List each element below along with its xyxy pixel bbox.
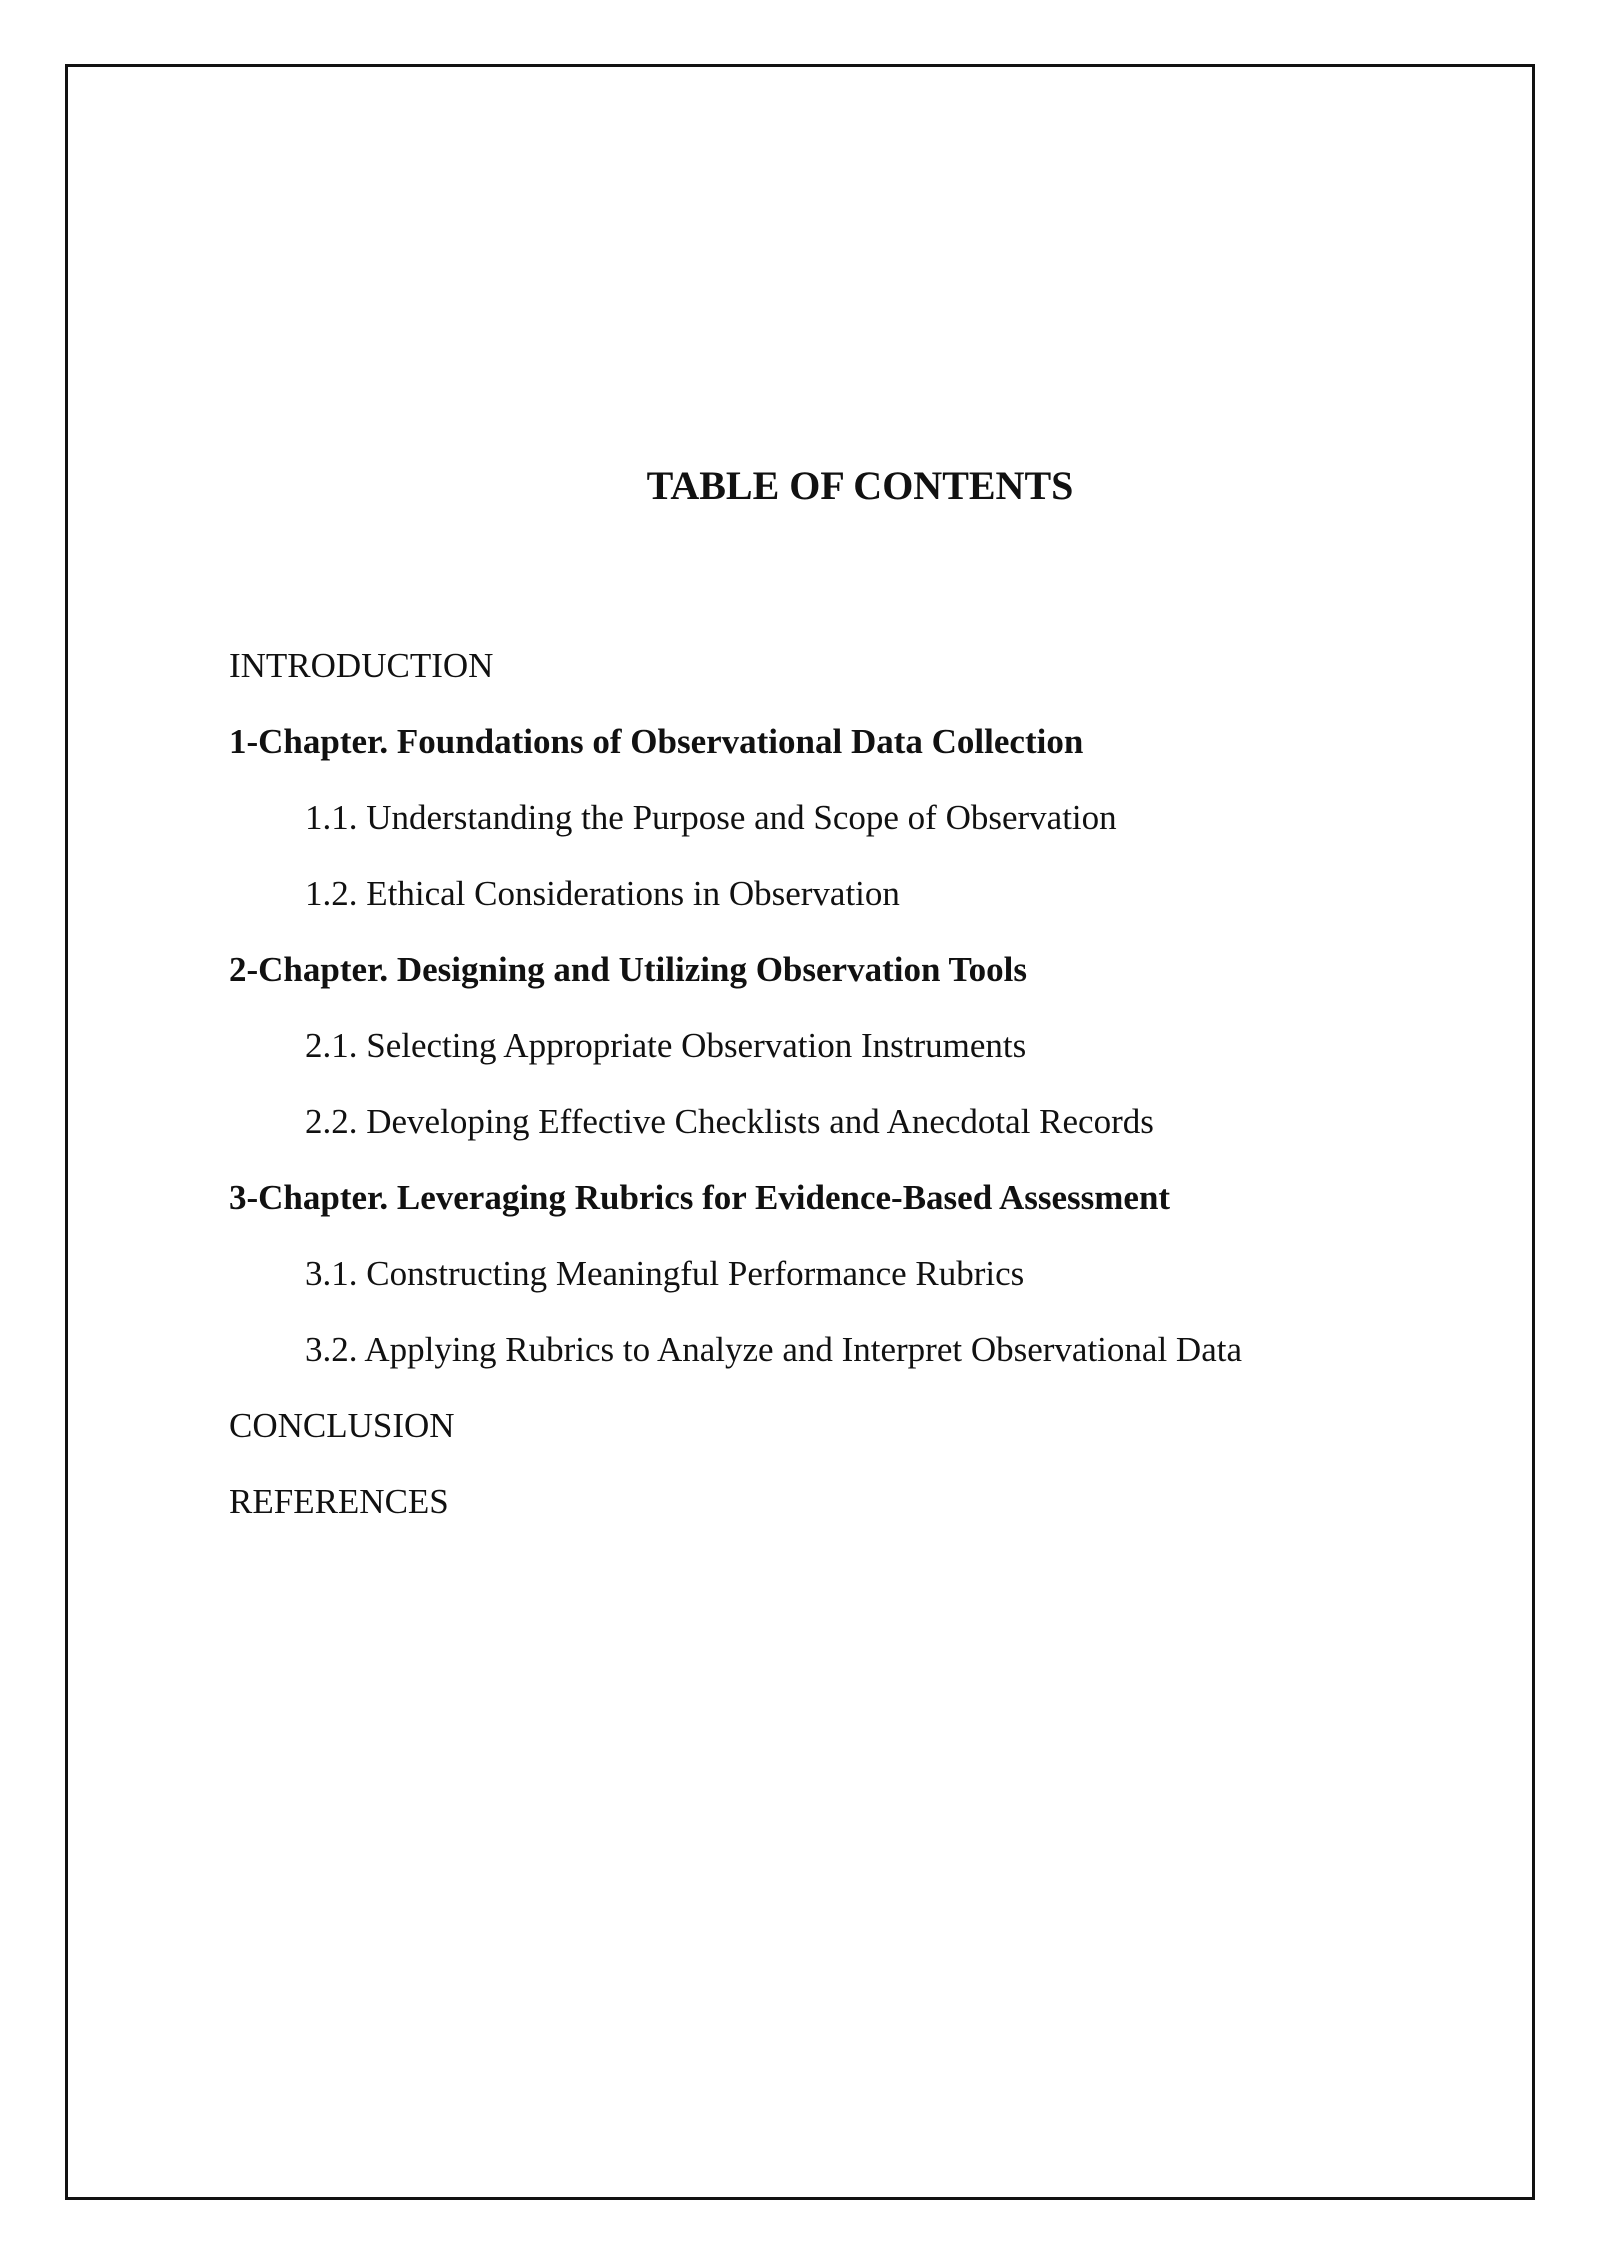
toc-title: TABLE OF CONTENTS <box>646 463 1074 508</box>
toc-entry-chapter-2: 2-Chapter. Designing and Utilizing Observation Tools <box>229 950 1028 989</box>
toc-entry-introduction: INTRODUCTION <box>229 646 494 685</box>
toc-entry-section-2-1: 2.1. Selecting Appropriate Observation Instruments <box>305 1026 1027 1065</box>
toc-entry-section-3-2: 3.2. Applying Rubrics to Analyze and Interpret Observational Data <box>305 1330 1242 1369</box>
toc-entry-section-1-2: 1.2. Ethical Considerations in Observation <box>305 874 900 913</box>
toc-entry-section-2-2: 2.2. Developing Effective Checklists and Anecdotal Records <box>305 1102 1154 1141</box>
toc-list <box>229 640 1242 1552</box>
toc-entry-chapter-1: 1-Chapter. Foundations of Observational Data Collection <box>229 722 1084 761</box>
toc-entry-references: REFERENCES <box>229 1482 449 1521</box>
toc-entry-conclusion: CONCLUSION <box>229 1406 455 1445</box>
toc-entry-section-3-1: 3.1. Constructing Meaningful Performance Rubrics <box>305 1254 1025 1293</box>
toc-entry-chapter-3: 3-Chapter. Leveraging Rubrics for Evidence-Based Assessment <box>229 1178 1171 1217</box>
toc-entry-section-1-1: 1.1. Understanding the Purpose and Scope of Observation <box>305 798 1117 837</box>
